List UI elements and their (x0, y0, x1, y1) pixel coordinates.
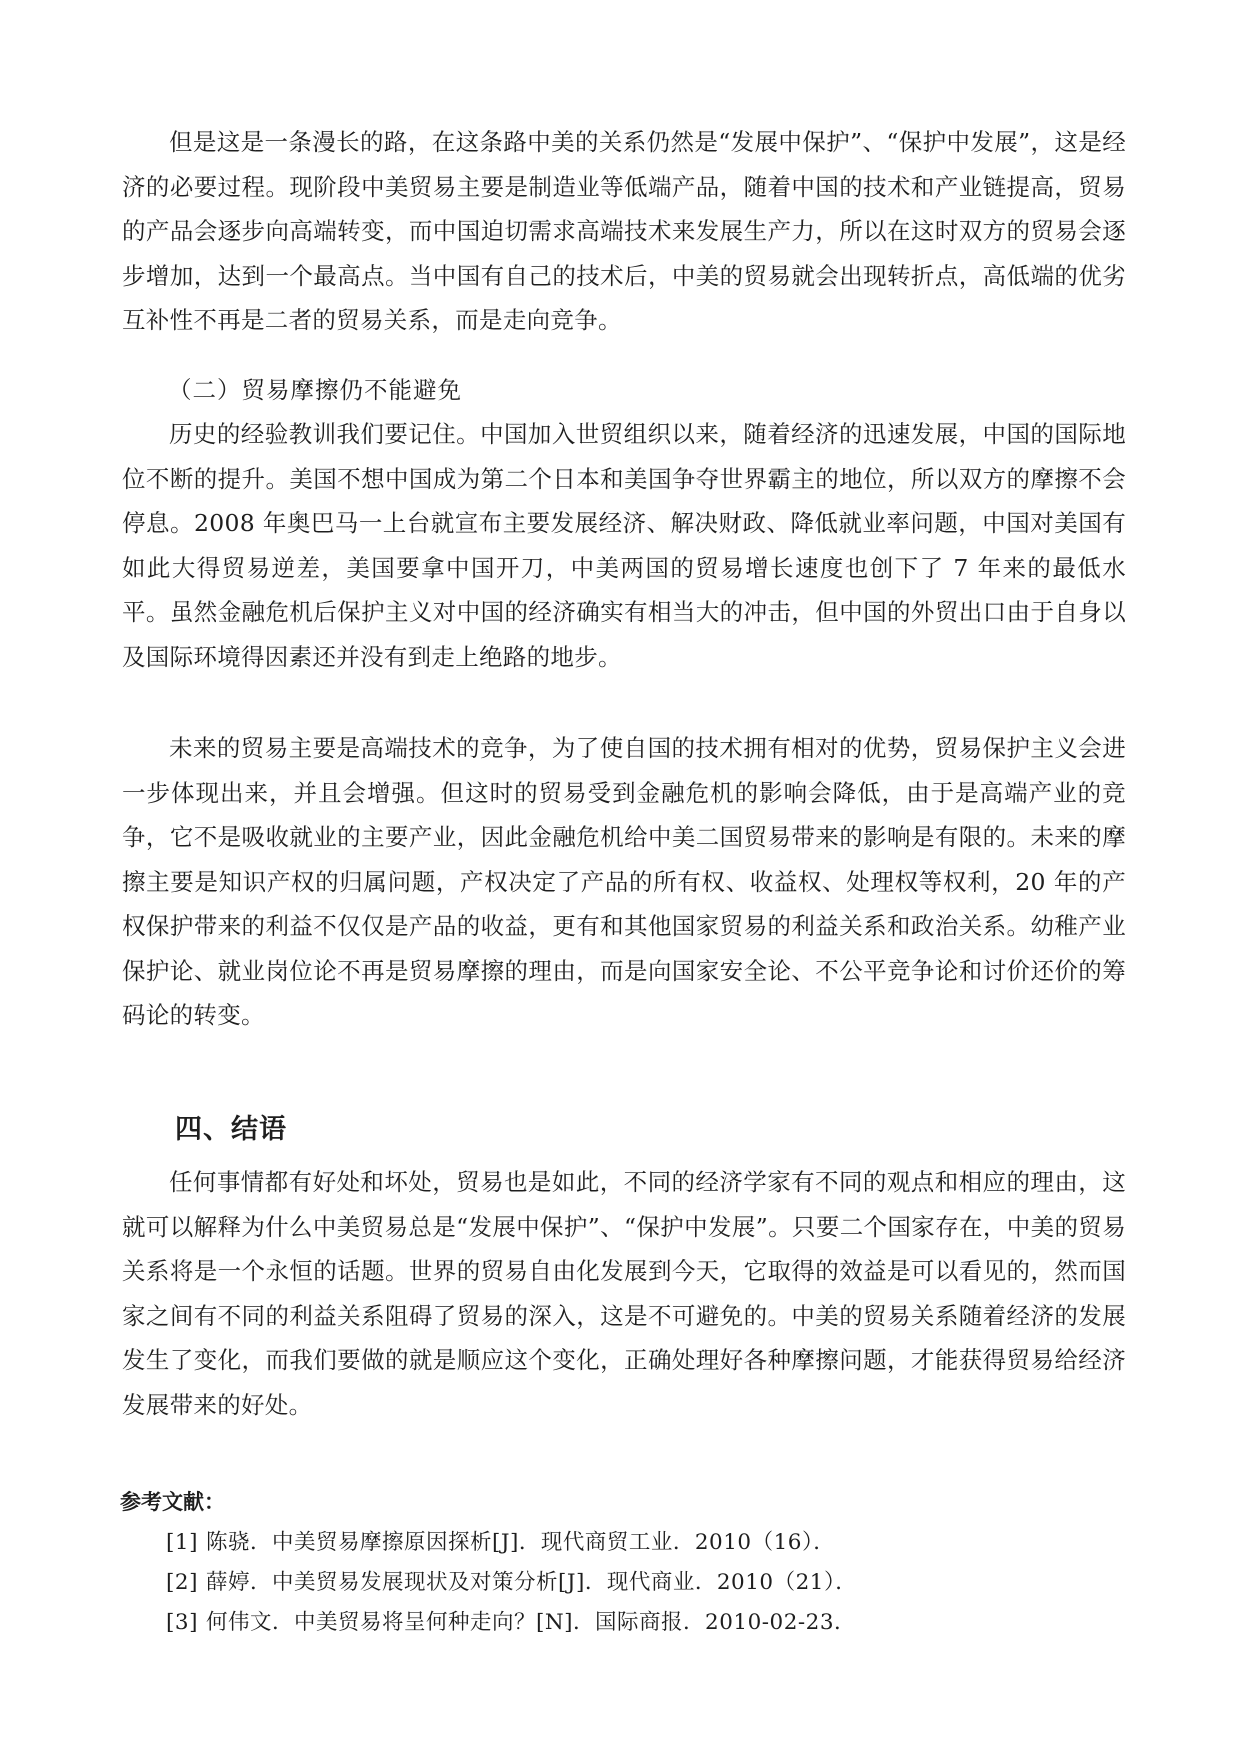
body-paragraph: 任何事情都有好处和坏处，贸易也是如此，不同的经济学家有不同的观点和相应的理由，这就可以解释为什么中美贸易总是“发展中保护”、“保护中发展”。只要二个国家存在，中美的贸易关系将是一个永恒的话题。世界的贸易自由化发展到今天，它取得的效益是可以看见的，然而国家之间有不同的利益关系阻碍了贸易的深入，这是不可避免的。中美的贸易关系随着经济的发展发生了变化，而我们要做的就是顺应这个变化，正确处理好各种摩擦问题，才能获得贸易给经济发展带来的好处。 (122, 1168, 1126, 1419)
reference-number: [2] (166, 1570, 198, 1595)
section-subheading: （二）贸易摩擦仍不能避免 (168, 376, 462, 404)
reference-number: [1] (166, 1530, 198, 1555)
reference-number: [3] (166, 1610, 198, 1635)
reference-item (166, 1563, 857, 1603)
body-paragraph: 历史的经验教训我们要记住。中国加入世贸组织以来，随着经济的迅速发展，中国的国际地位不断的提升。美国不想中国成为第二个日本和美国争夺世界霸主的地位，所以双方的摩擦不会停息。2008 年奥巴马一上台就宣布主要发展经济、解决财政、降低就业率问题，中国对美国有如此大得贸易逆差，美国要拿中国开刀，中美两国的贸易增长速度也创下了 7 年来的最低水平。虽然金融危机后保护主义对中国的经济确实有相当大的冲击，但中国的外贸出口由于自身以及国际环境得因素还并没有到走上绝路的地步。 (122, 420, 1126, 671)
reference-item (166, 1523, 857, 1563)
reference-text: 何伟文．中美贸易将呈何种走向？[N]．国际商报．2010-02-23． (205, 1610, 857, 1635)
reference-text: 薛婷．中美贸易发展现状及对策分析[J]．现代商业．2010（21）． (205, 1570, 858, 1595)
body-paragraph: 但是这是一条漫长的路，在这条路中美的关系仍然是“发展中保护”、“保护中发展”，这是经济的必要过程。现阶段中美贸易主要是制造业等低端产品，随着中国的技术和产业链提高，贸易的产品会逐步向高端转变，而中国迫切需求高端技术来发展生产力，所以在这时双方的贸易会逐步增加，达到一个最高点。当中国有自己的技术后，中美的贸易就会出现转折点，高低端的优劣互补性不再是二者的贸易关系，而是走向竞争。 (122, 128, 1126, 334)
references-title: 参考文献： (120, 1490, 225, 1514)
body-paragraph: 未来的贸易主要是高端技术的竞争，为了使自国的技术拥有相对的优势，贸易保护主义会进一步体现出来，并且会增强。但这时的贸易受到金融危机的影响会降低，由于是高端产业的竞争，它不是吸收就业的主要产业，因此金融危机给中美二国贸易带来的影响是有限的。未来的摩擦主要是知识产权的归属问题，产权决定了产品的所有权、收益权、处理权等权利，20 年的产权保护带来的利益不仅仅是产品的收益，更有和其他国家贸易的利益关系和政治关系。幼稚产业保护论、就业岗位论不再是贸易摩擦的理由，而是向国家安全论、不公平竞争论和讨价还价的筹码论的转变。 (122, 734, 1126, 1029)
section-heading: 四、结语 (175, 1114, 287, 1145)
reference-text: 陈骁．中美贸易摩擦原因探析[J]．现代商贸工业．2010（16）． (205, 1530, 836, 1555)
references-list (166, 1523, 857, 1643)
reference-item (166, 1603, 857, 1643)
